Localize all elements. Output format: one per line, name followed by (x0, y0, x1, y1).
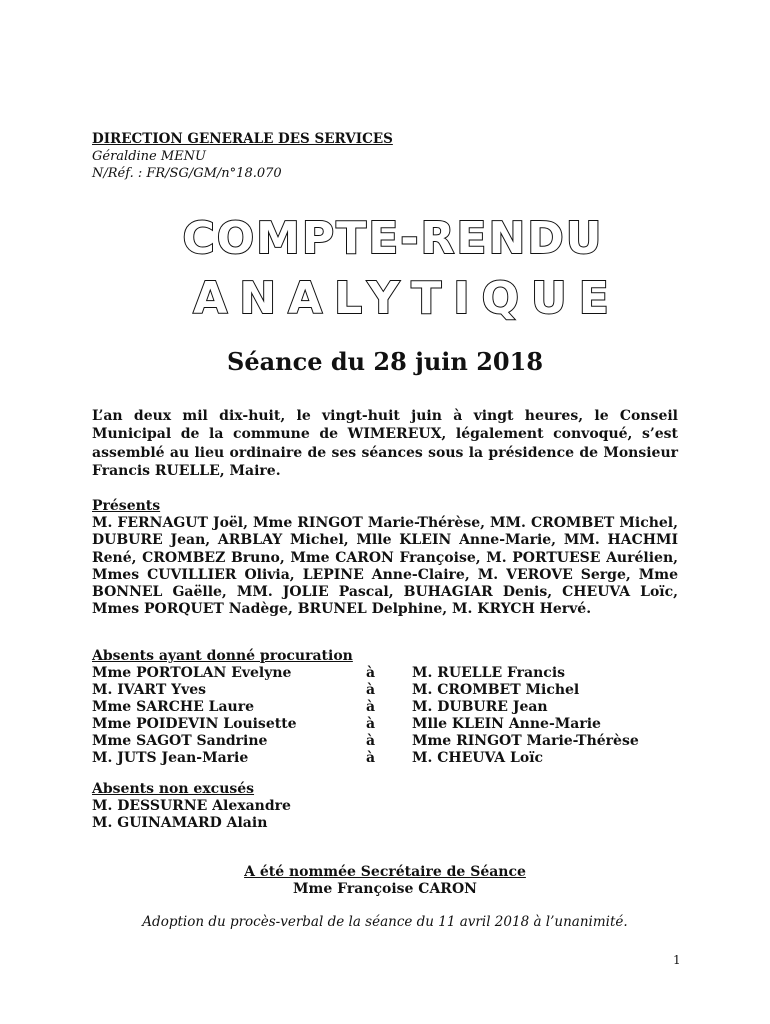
procuration-a: à (366, 699, 376, 715)
presents-list: M. FERNAGUT Joël, Mme RINGOT Marie-Thérèse, MM. CROMBET Michel, DUBURE Jean, ARBLAY Michel, Mlle KLEIN Anne-Marie, MM. HACHMI René, CROMBEZ Bruno, Mme CARON Françoise, M. PORTUESE Aurélien, Mmes CUVILLIER Olivia, LEPINE Anne-Claire, M. VEROVE Serge, Mme BONNEL Gaëlle, MM. JOLIE Pascal, BUHAGIAR Denis, CHEUVA Loïc, Mmes PORQUET Nadège, BRUNEL Delphine, M. KRYCH Hervé. (92, 515, 678, 618)
procuration-absent: M. JUTS Jean-Marie (92, 750, 249, 766)
secretaire-heading-text: A été nommée Secrétaire de Séance (244, 864, 526, 880)
procuration-a: à (366, 665, 376, 681)
procuration-row (92, 665, 692, 682)
procuration-row (92, 682, 692, 699)
procuration-absent: Mme POIDEVIN Louisette (92, 716, 297, 732)
non-excuse-name: M. GUINAMARD Alain (92, 815, 268, 831)
presents-heading: Présents (92, 498, 161, 514)
procuration-a: à (366, 682, 376, 698)
adoption-statement: Adoption du procès-verbal de la séance du 11 avril 2018 à l’unanimité. (142, 914, 628, 930)
intro-paragraph: L’an deux mil dix-huit, le vingt-huit juin à vingt heures, le Conseil Municipal de la commune de WIMEREUX, légalement convoqué, s’est assemblé au lieu ordinaire de ses séances sous la présidence de Monsieur Francis RUELLE, Maire. (92, 408, 678, 480)
secretaire-name: Mme Françoise CARON (293, 881, 477, 897)
procuration-row (92, 733, 692, 750)
department-title: DIRECTION GENERALE DES SERVICES (92, 131, 393, 147)
banner-line-1: COMPTE-RENDU (182, 213, 604, 264)
procuration-heading: Absents ayant donné procuration (92, 648, 353, 664)
procuration-absent: Mme PORTOLAN Evelyne (92, 665, 292, 681)
secretaire-heading (0, 864, 770, 880)
procuration-proxy: M. RUELLE Francis (412, 665, 566, 681)
document-header (92, 131, 393, 182)
banner-line-2: ANALYTIQUE (193, 273, 621, 324)
procuration-absent: Mme SAGOT Sandrine (92, 733, 268, 749)
procuration-a: à (366, 716, 376, 732)
author-name: Géraldine MENU (92, 149, 207, 164)
procuration-proxy: M. CROMBET Michel (412, 682, 580, 698)
procuration-row (92, 699, 692, 716)
procuration-proxy: M. CHEUVA Loïc (412, 750, 544, 766)
non-excuse-name: M. DESSURNE Alexandre (92, 798, 291, 814)
procuration-a: à (366, 750, 376, 766)
procuration-row (92, 716, 692, 733)
procuration-row (92, 750, 692, 767)
procuration-absent: Mme SARCHE Laure (92, 699, 254, 715)
page-number: 1 (673, 953, 681, 967)
non-excuses-heading: Absents non excusés (92, 781, 255, 797)
seance-title: Séance du 28 juin 2018 (226, 347, 544, 376)
procuration-proxy: M. DUBURE Jean (412, 699, 548, 715)
procuration-proxy: Mlle KLEIN Anne-Marie (412, 716, 601, 732)
procuration-proxy: Mme RINGOT Marie-Thérèse (412, 733, 639, 749)
procuration-a: à (366, 733, 376, 749)
procuration-absent: M. IVART Yves (92, 682, 207, 698)
reference-number: N/Réf. : FR/SG/GM/n°18.070 (92, 166, 282, 181)
